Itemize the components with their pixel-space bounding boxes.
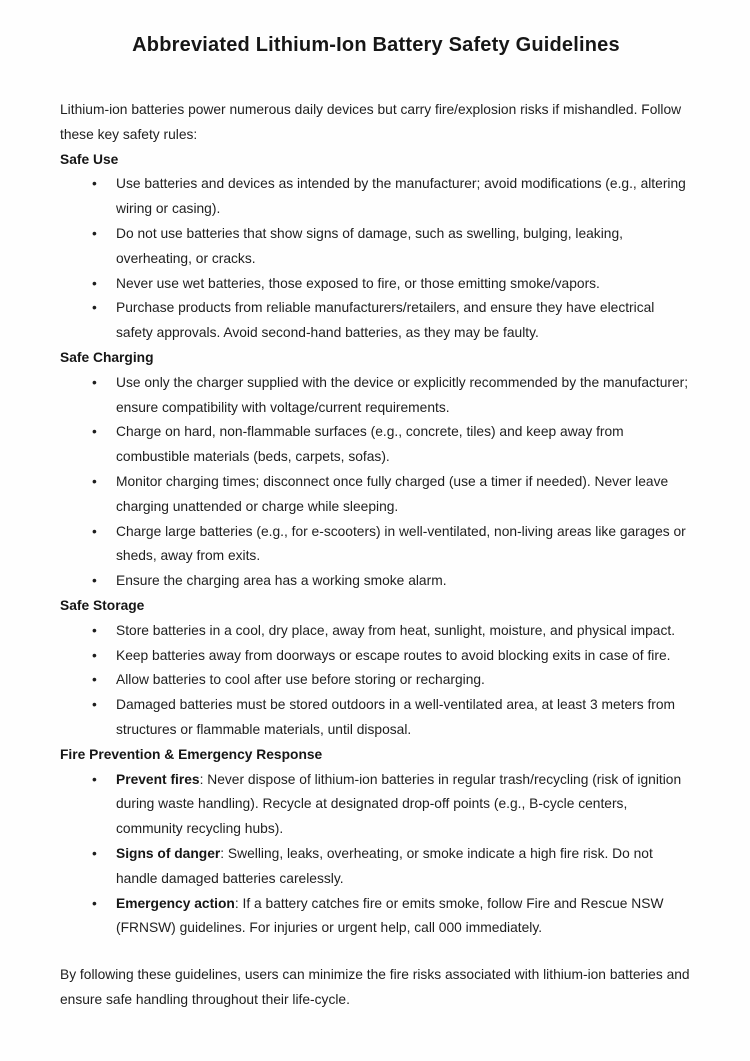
list-item (60, 693, 692, 743)
bullet-text: Keep batteries away from doorways or escape routes to avoid blocking exits in case of fire. (116, 647, 671, 663)
bullet-text: Charge on hard, non-flammable surfaces (e.g., concrete, tiles) and keep away from combustible materials (beds, carpets, sofas). (116, 424, 624, 465)
bullet-text: Damaged batteries must be stored outdoors in a well-ventilated area, at least 3 meters from structures or flammable materials, until disposal. (116, 697, 676, 737)
list-item (60, 520, 692, 570)
bullet-text: : Never dispose of lithium-ion batteries in regular trash/recycling (risk of ignition during waste handling). Recycle at designated drop-off points (e.g., B-cycle centers, community recycling hubs). (116, 771, 682, 837)
closing-paragraph: By following these guidelines, users can minimize the fire risks associated with lithium-ion batteries and ensure safe handling throughout their life-cycle. (60, 967, 690, 1007)
list-item (60, 371, 692, 421)
list-item (60, 172, 692, 222)
bullet-text: Purchase products from reliable manufacturers/retailers, and ensure they have electrical safety approvals. Avoid second-hand batteries, as they may be faulty. (116, 300, 655, 341)
section-heading-fire-prevention: Fire Prevention & Emergency Response (60, 746, 323, 762)
bullet-text: Never use wet batteries, those exposed to fire, or those emitting smoke/vapors. (116, 275, 600, 291)
list-item (60, 668, 692, 693)
section-heading-safe-use: Safe Use (60, 151, 119, 167)
list-item (60, 470, 692, 520)
bullet-text: Use only the charger supplied with the device or explicitly recommended by the manufacturer; ensure compatibility with voltage/current requirements. (116, 374, 689, 415)
bullet-lead: Prevent fires (116, 771, 200, 787)
bullet-text: Store batteries in a cool, dry place, away from heat, sunlight, moisture, and physical impact. (116, 622, 676, 638)
bullet-text: Allow batteries to cool after use before storing or recharging. (116, 672, 485, 688)
bullet-text: : If a battery catches fire or emits smoke, follow Fire and Rescue NSW (FRNSW) guidelines. For injuries or urgent help, call 000 immediately. (116, 895, 664, 936)
bullet-text: Use batteries and devices as intended by the manufacturer; avoid modifications (e.g., altering wiring or casing). (116, 176, 686, 217)
bullet-text: Do not use batteries that show signs of damage, such as swelling, bulging, leaking, overheating, or cracks. (116, 225, 623, 266)
bullet-text: Ensure the charging area has a working smoke alarm. (116, 573, 447, 589)
bullet-lead: Signs of danger (116, 845, 221, 861)
section-heading-safe-storage: Safe Storage (60, 597, 145, 613)
list-item (60, 296, 692, 346)
page-title: Abbreviated Lithium-Ion Battery Safety Guidelines (132, 34, 620, 56)
list-item (60, 768, 692, 842)
bullet-text: : Swelling, leaks, overheating, or smoke indicate a high fire risk. Do not handle damaged batteries carelessly. (116, 845, 653, 886)
list-item (60, 420, 692, 470)
bullet-text: Charge large batteries (e.g., for e-scooters) in well-ventilated, non-living areas like garages or sheds, away from exits. (116, 523, 686, 564)
section-heading-safe-charging: Safe Charging (60, 349, 154, 365)
bullet-list-fire-prevention (60, 768, 692, 942)
list-item (60, 272, 692, 297)
bullet-list-safe-use (60, 172, 692, 346)
bullet-list-safe-storage (60, 619, 692, 743)
list-item (60, 222, 692, 272)
list-item (60, 644, 692, 669)
bullet-text: Monitor charging times; disconnect once fully charged (use a timer if needed). Never leave charging unattended or charge while sleeping. (116, 473, 669, 514)
list-item (60, 842, 692, 892)
list-item (60, 619, 692, 644)
bullet-lead: Emergency action (116, 895, 235, 911)
intro-paragraph: Lithium-ion batteries power numerous daily devices but carry fire/explosion risks if mishandled. Follow these key safety rules: (60, 102, 682, 142)
bullet-list-safe-charging (60, 371, 692, 594)
list-item (60, 569, 692, 594)
document-body (60, 98, 692, 1013)
list-item (60, 892, 692, 942)
